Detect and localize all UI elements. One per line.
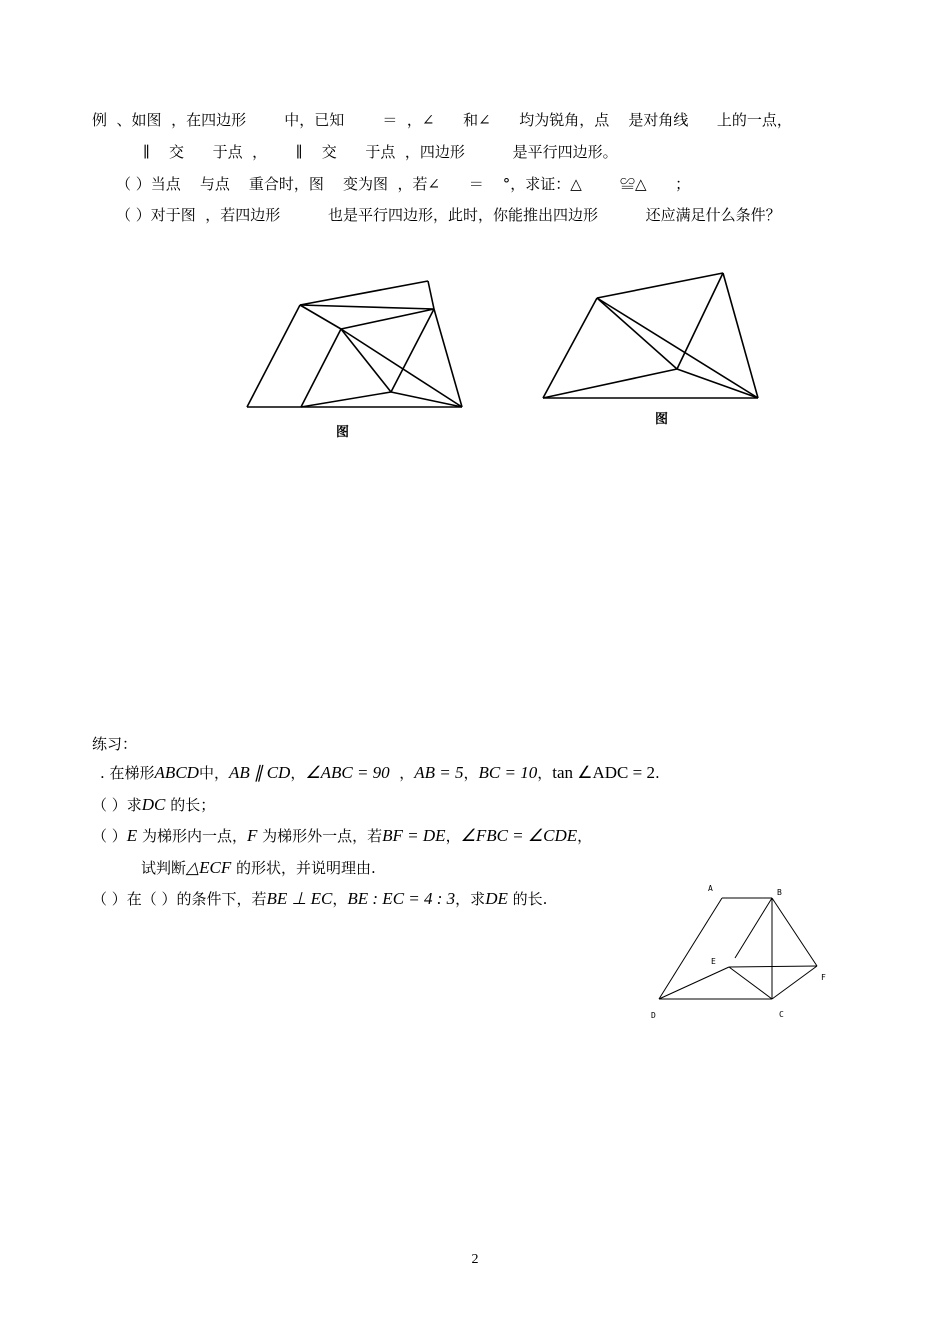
trap-edge xyxy=(772,966,817,999)
label-F: F xyxy=(821,973,826,982)
label-A: A xyxy=(708,884,713,893)
practice-question-1: （ ）求DC 的长； xyxy=(92,795,216,814)
trap-edge xyxy=(772,898,817,966)
example-line-1: 例 、如图 ，在四边形 中，已知 ＝ ，∠ 和∠ 均为锐角，点 是对角线 上的一点， xyxy=(92,111,792,129)
trap-edge xyxy=(735,898,772,958)
label-B: B xyxy=(777,888,782,897)
trap-edge xyxy=(729,967,772,999)
figure-2-caption: 图 xyxy=(655,412,669,427)
label-D: D xyxy=(651,1011,656,1020)
example-question-1: （ ）当点 与点 重合时，图 变为图 ，若∠ ＝ °，求证：△ ≌△ ； xyxy=(116,175,691,193)
label-E: E xyxy=(711,957,716,966)
label-C: C xyxy=(779,1010,784,1019)
practice-question-2b: 试判断△ECF 的形状，并说明理由. xyxy=(141,858,376,877)
practice-heading: 练习： xyxy=(92,735,138,753)
example-line-2: ∥ 交 于点 ， ∥ 交 于点 ，四边形 是平行四边形。 xyxy=(143,143,618,161)
trap-edge xyxy=(729,966,817,967)
trap-edge xyxy=(659,898,722,999)
practice-question-2: （ ）E 为梯形内一点，F 为梯形外一点，若BF = DE，∠FBC = ∠CDE， xyxy=(92,826,593,845)
practice-problem-1: . 在梯形ABCD中，AB ∥ CD，∠ABC = 90 ，AB = 5，BC = 10，tan ∠ADC = 2. xyxy=(100,763,660,782)
practice-question-3: （ ）在（ ）的条件下，若BE ⊥ EC，BE : EC = 4 : 3，求DE 的长. xyxy=(92,889,548,908)
figure-1-caption: 图 xyxy=(336,425,350,440)
page-number: 2 xyxy=(471,1252,479,1267)
example-question-2: （ ）对于图 ，若四边形 也是平行四边形，此时，你能推出四边形 还应满足什么条件？ xyxy=(116,206,781,224)
